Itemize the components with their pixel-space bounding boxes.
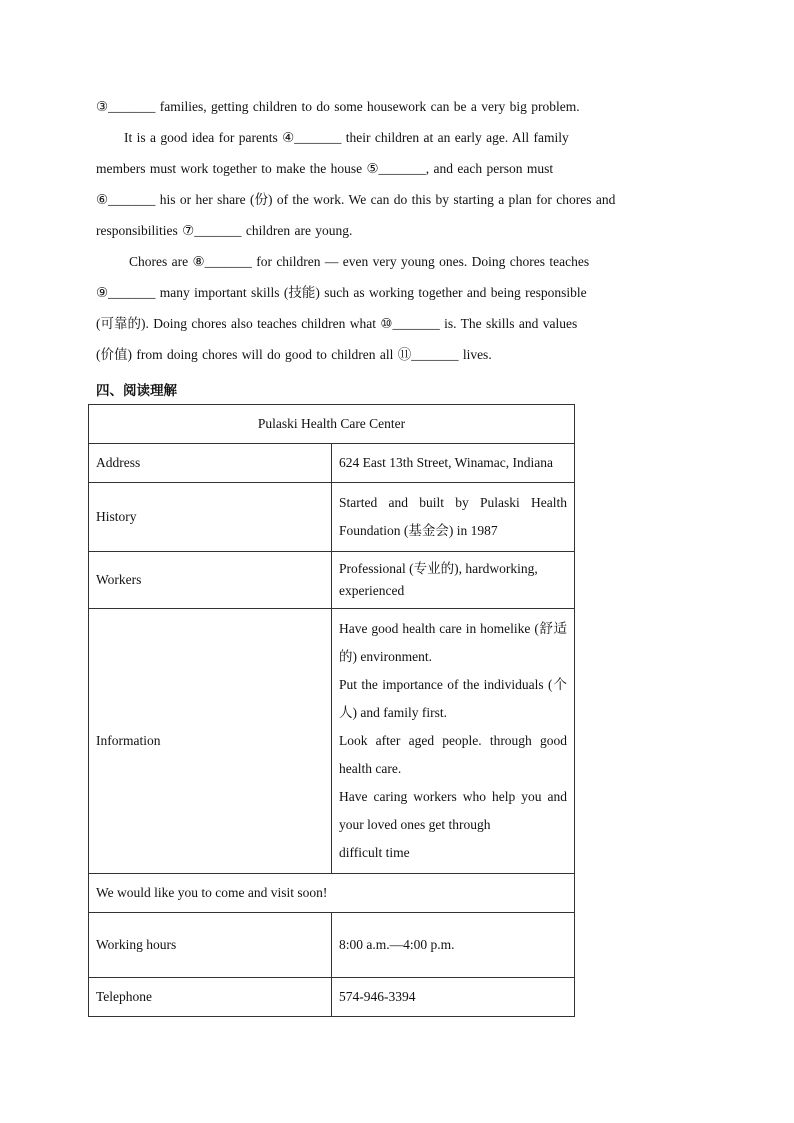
visit-text: We would like you to come and visit soon! — [89, 874, 575, 913]
hours-value: 8:00 a.m.—4:00 p.m. — [332, 913, 575, 978]
table-row — [89, 483, 575, 552]
workers-label: Workers — [89, 552, 332, 609]
table-row — [89, 913, 575, 978]
table-row — [89, 405, 575, 444]
passage-line: ⑨_______ many important skills (技能) such as working together and being responsible — [96, 285, 587, 300]
information-label: Information — [89, 609, 332, 874]
address-label: Address — [89, 444, 332, 483]
information-line: difficult time — [339, 845, 410, 860]
table-row — [89, 874, 575, 913]
section-heading: 四、阅读理解 — [96, 383, 177, 399]
passage-line: ⑥_______ his or her share (份) of the work. We can do this by starting a plan for chores and — [96, 192, 616, 207]
information-value — [332, 609, 575, 874]
passage-line: ③_______ families, getting children to do some housework can be a very big problem. — [96, 99, 580, 114]
passage-line: (可靠的). Doing chores also teaches children what ⑩_______ is. The skills and values — [96, 316, 578, 331]
table-row — [89, 444, 575, 483]
workers-value: Professional (专业的), hardworking, experienced — [332, 552, 575, 609]
passage-line: responsibilities ⑦_______ children are young. — [96, 223, 353, 238]
telephone-value: 574-946-3394 — [332, 978, 575, 1017]
information-line: Look after aged people. through good health care. — [339, 733, 567, 776]
passage-line: Chores are ⑧_______ for children — even very young ones. Doing chores teaches — [129, 254, 590, 269]
information-line: Have good health care in homelike (舒适的) environment. — [339, 621, 567, 664]
history-value: Started and built by Pulaski Health Foundation (基金会) in 1987 — [332, 483, 575, 552]
passage-line: (价值) from doing chores will do good to children all ⑪_______ lives. — [96, 347, 492, 362]
table-row — [89, 978, 575, 1017]
history-label: History — [89, 483, 332, 552]
cloze-passage — [96, 94, 696, 373]
hours-label: Working hours — [89, 913, 332, 978]
passage-line: members must work together to make the house ⑤_______, and each person must — [96, 161, 554, 176]
table-row — [89, 552, 575, 609]
information-line: Have caring workers who help you and your loved ones get through — [339, 789, 567, 832]
passage-line: It is a good idea for parents ④_______ their children at an early age. All family — [124, 130, 569, 145]
table-title: Pulaski Health Care Center — [89, 405, 575, 444]
table-row — [89, 609, 575, 874]
info-table — [88, 404, 575, 1017]
telephone-label: Telephone — [89, 978, 332, 1017]
address-value: 624 East 13th Street, Winamac, Indiana — [332, 444, 575, 483]
information-line: Put the importance of the individuals (个人) and family first. — [339, 677, 567, 720]
